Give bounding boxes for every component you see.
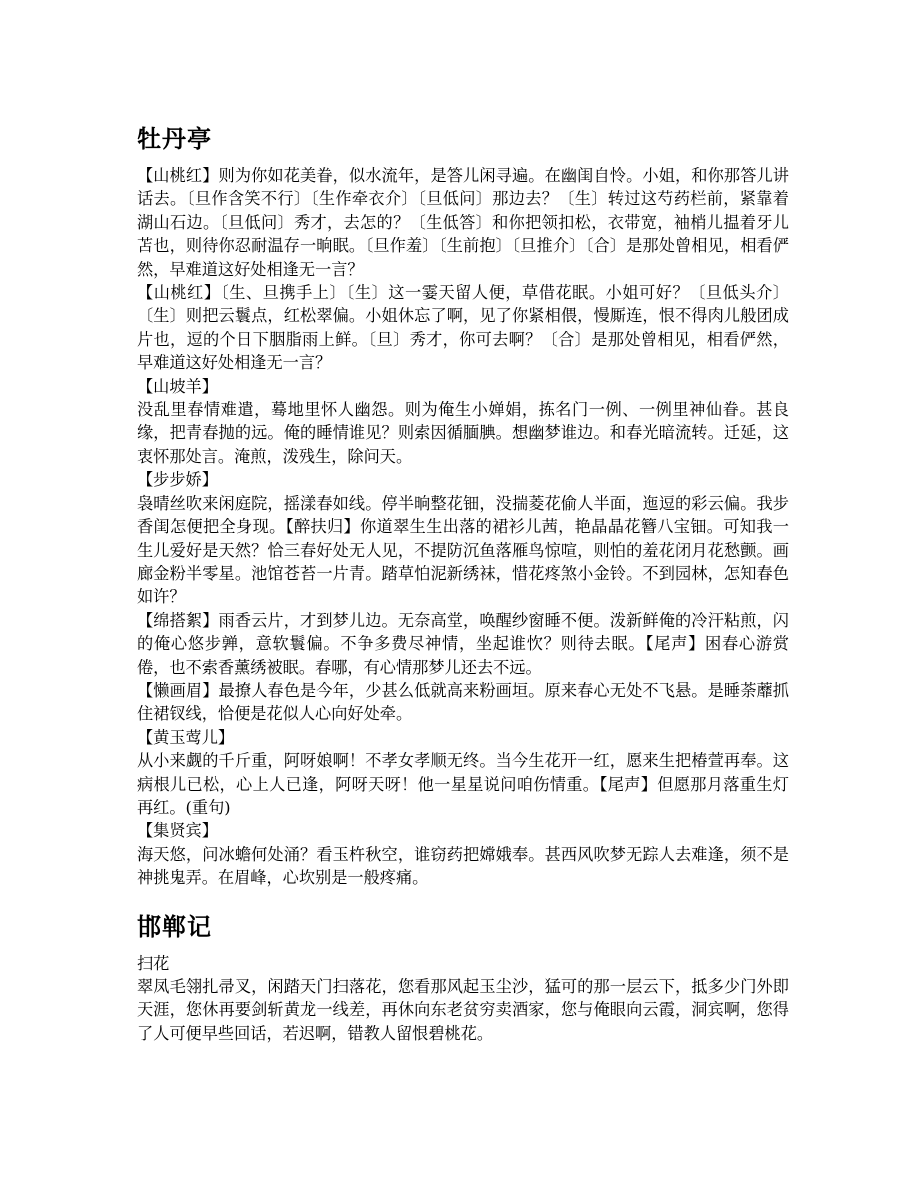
document-page	[137, 122, 789, 1045]
section-body-mudanting	[137, 164, 789, 890]
tune-heading: 【黄玉莺儿】	[137, 727, 235, 747]
paragraph: 袅晴丝吹来闲庭院，摇漾春如线。停半晌整花钿，没揣菱花偷人半面，迤逗的彩云偏。我步香闺怎便把全身现。【醉扶归】你道翠生生出落的裙衫儿茜，艳晶晶花簪八宝钿。可知我一生儿爱好是天然？恰三春好处无人见，不提防沉鱼落雁鸟惊喧，则怕的羞花闭月花愁颤。画廊金粉半零星。池馆苍苔一片青。踏草怕泥新绣袜，惜花疼煞小金铃。不到园林，怎知春色如许？	[137, 493, 789, 607]
paragraph: 【懒画眉】最撩人春色是今年，少甚么低就高来粉画垣。原来春心无处不飞悬。是睡荼蘼抓住裙钗线，恰便是花似人心向好处牵。	[137, 680, 789, 724]
paragraph: 【绵搭絮】雨香云片，才到梦儿边。无奈高堂，唤醒纱窗睡不便。泼新鲜俺的冷汗粘煎，闪的俺心悠步亸，意软鬟偏。不争多费尽神情，坐起谁忺？则待去眠。【尾声】困春心游赏倦，也不索香薰绣被眠。春哪，有心情那梦儿还去不远。	[137, 610, 789, 677]
tune-heading: 【山坡羊】	[137, 376, 218, 396]
section-title-mudanting: 牡丹亭	[137, 125, 212, 153]
section-title-handanji: 邯郸记	[137, 912, 212, 941]
paragraph: 翠凤毛翎扎帚叉，闲踏天门扫落花，您看那风起玉尘沙，猛可的那一层云下，抵多少门外即天涯，您休再要剑斩黄龙一线差，再休向东老贫穷卖酒家，您与俺眼向云霞，洞宾啊，您得了人可便早些回话，若迟啊，错教人留恨碧桃花。	[137, 977, 789, 1043]
paragraph: 【山桃红】则为你如花美眷，似水流年，是答儿闲寻遍。在幽闺自怜。小姐，和你那答儿讲话去。〔旦作含笑不行〕〔生作牵衣介〕〔旦低问〕那边去？〔生〕转过这芍药栏前，紧靠着湖山石边。〔旦低问〕秀才，去怎的？〔生低答〕和你把领扣松，衣带宽，袖梢儿揾着牙儿苫也，则待你忍耐温存一晌眠。〔旦作羞〕〔生前抱〕〔旦推介〕〔合〕是那处曾相见，相看俨然，早难道这好处相逢无一言？	[137, 166, 789, 279]
paragraph: 【山桃红】〔生、旦携手上〕〔生〕这一霎天留人便，草借花眠。小姐可好？〔旦低头介〕〔生〕则把云鬟点，红松翠偏。小姐休忘了啊，见了你紧相偎，慢厮连，恨不得肉儿般团成片也，逗的个日下胭脂雨上鲜。〔旦〕秀才，你可去啊？〔合〕是那处曾相见，相看俨然，早难道这好处相逢无一言？	[137, 283, 789, 373]
paragraph: 海天悠，问冰蟾何处涌？看玉杵秋空，谁窃药把嫦娥奉。甚西风吹梦无踪人去难逢，须不是神挑鬼弄。在眉峰，心坎别是一般疼痛。	[137, 844, 789, 888]
paragraph: 没乱里春情难遣，蓦地里怀人幽怨。则为俺生小婵娟，拣名门一例、一例里神仙眷。甚良缘，把青春抛的远。俺的睡情谁见？则索因循腼腆。想幽梦谁边。和春光暗流转。迁延，这衷怀那处言。淹煎，泼残生，除问天。	[137, 400, 789, 466]
tune-heading: 【集贤宾】	[137, 821, 218, 841]
tune-heading: 【步步娇】	[137, 470, 218, 490]
paragraph: 从小来觑的千斤重，阿呀娘啊！不孝女孝顺无终。当今生花开一红，愿来生把椿萱再奉。这病根儿已松，心上人已逢，阿呀天呀！他一星星说问咱伤情重。【尾声】但愿那月落重生灯再红。(重句)	[137, 751, 789, 817]
scene-heading: 扫花	[137, 953, 170, 973]
section-body-handanji	[137, 952, 789, 1046]
